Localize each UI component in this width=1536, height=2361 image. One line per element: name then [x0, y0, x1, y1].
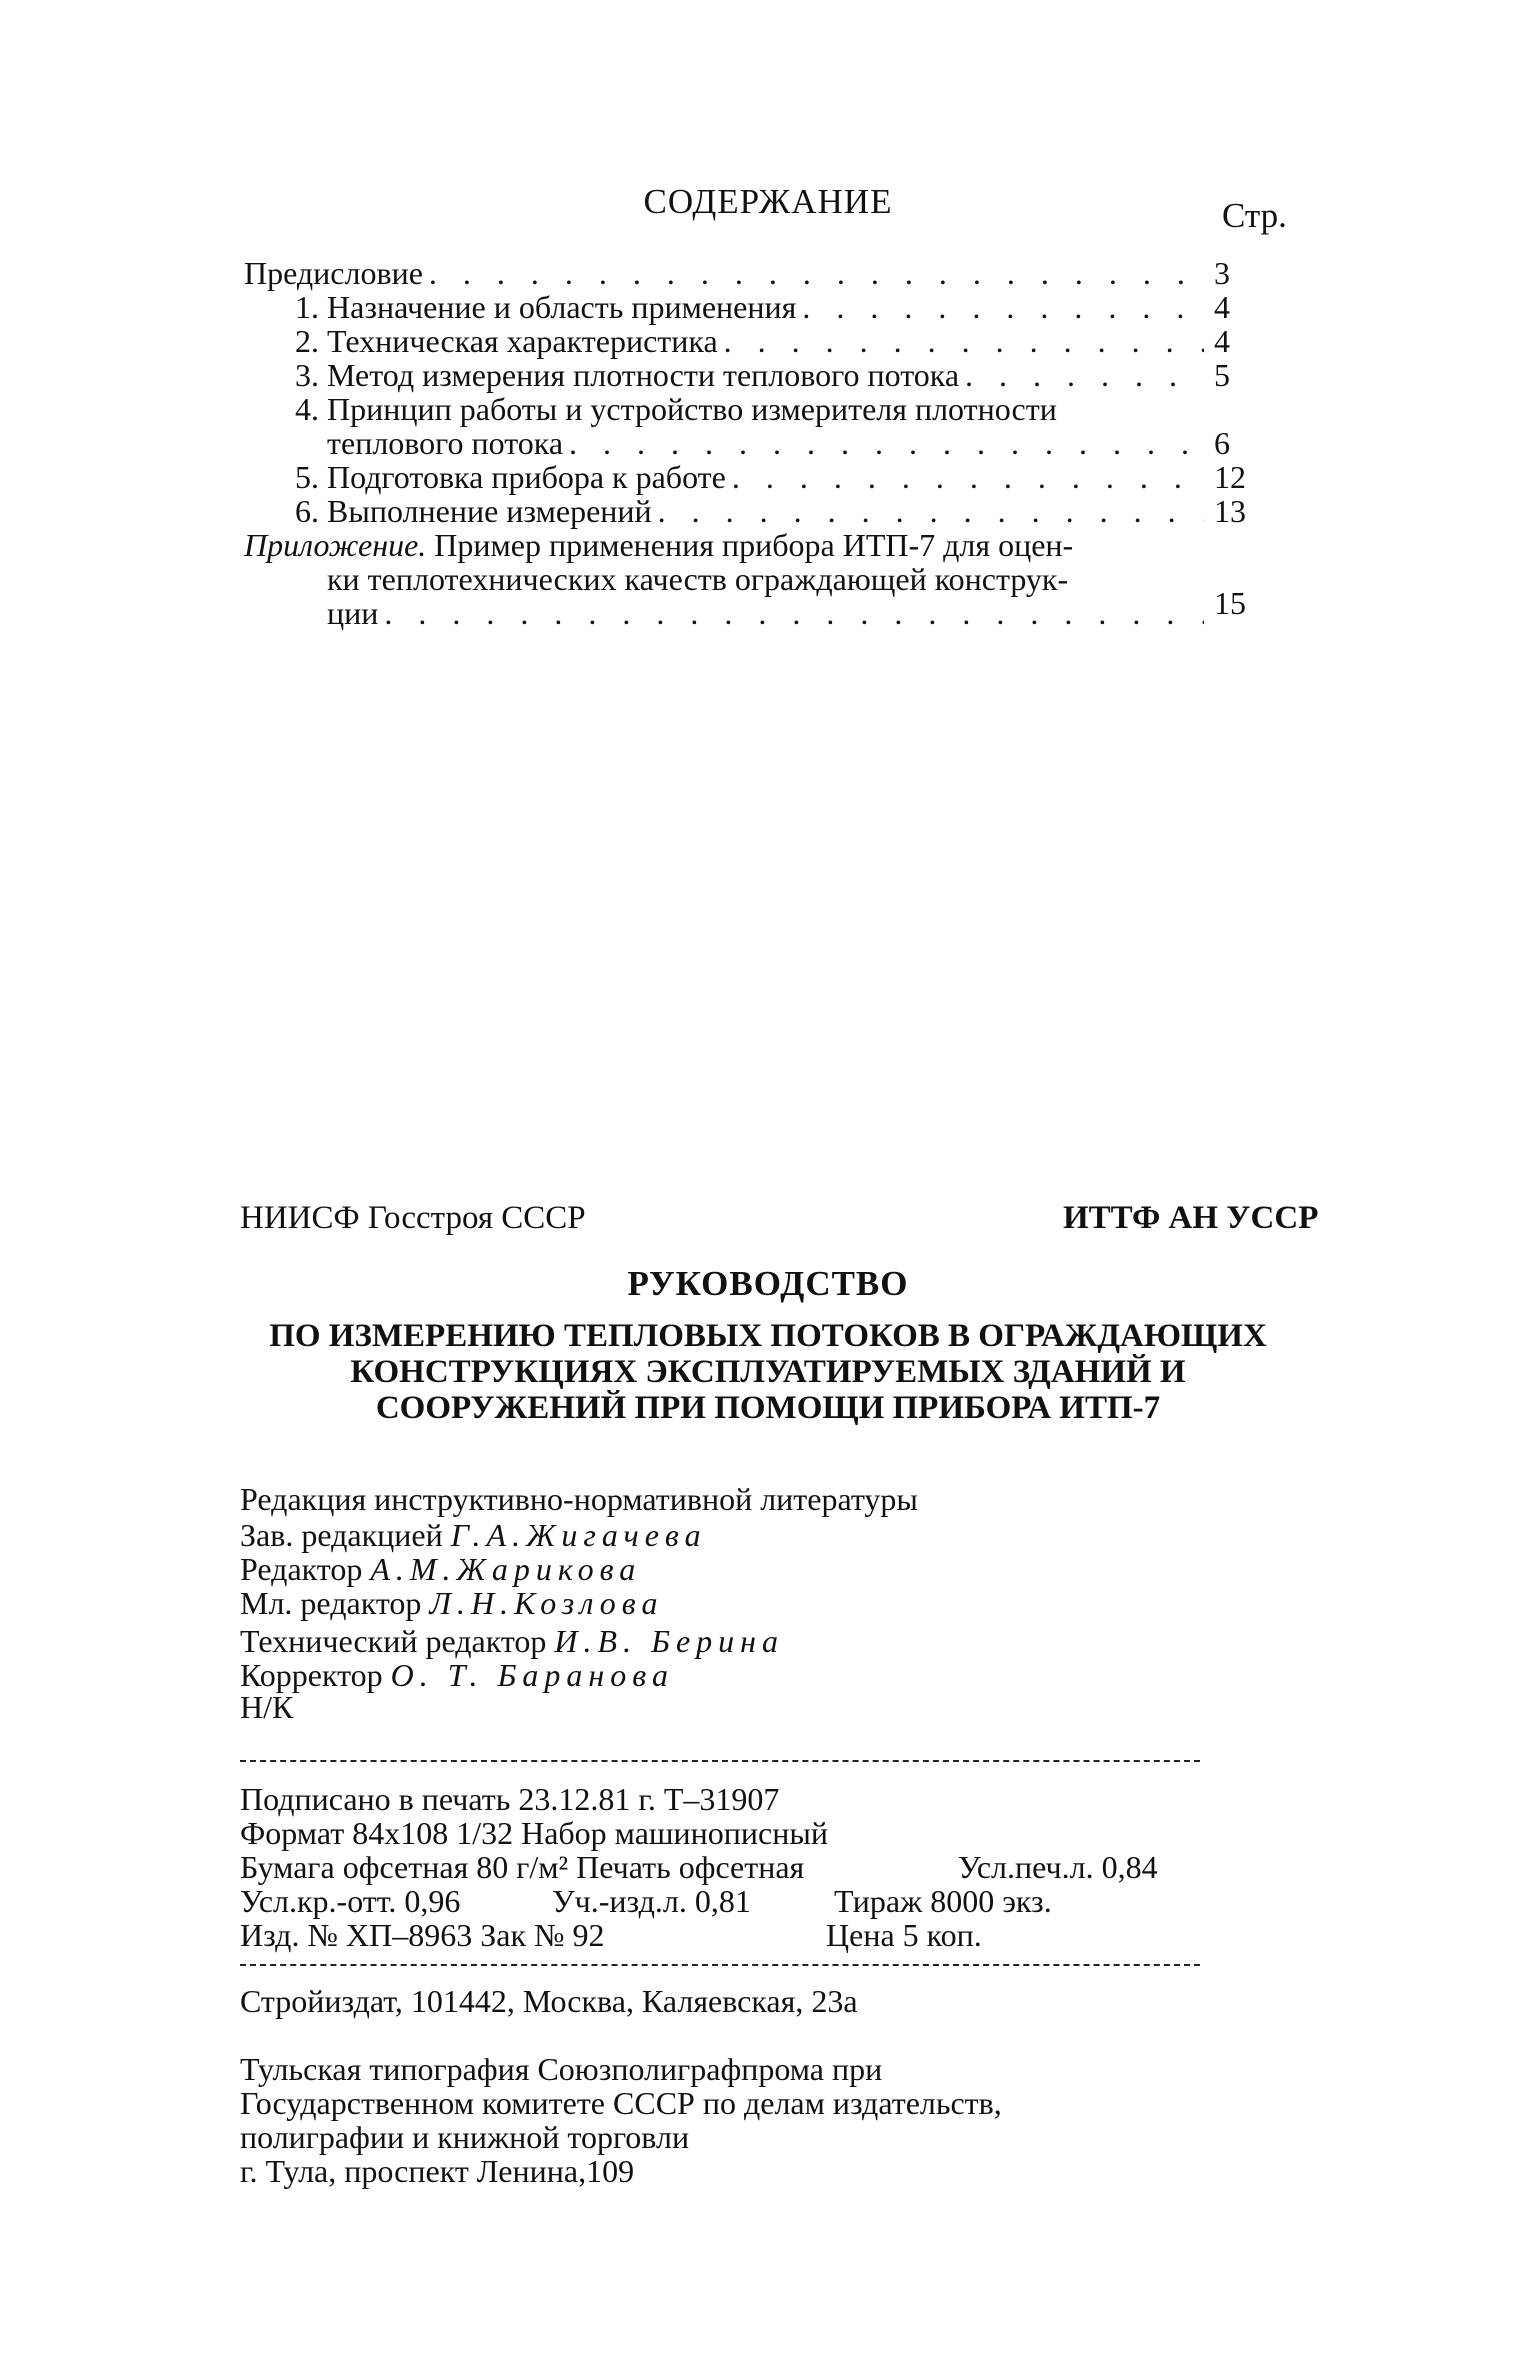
- toc-appendix-line2: ки теплотехнических качеств ограждающей конструк-: [327, 561, 1069, 597]
- toc-page-header: Стр.: [1222, 196, 1287, 235]
- credit-head-editor: [240, 1518, 707, 1552]
- doc-subtitle-line: ПО ИЗМЕРЕНИЮ ТЕПЛОВЫХ ПОТОКОВ В ОГРАЖДАЮЩИХ: [269, 1318, 1267, 1354]
- credit-name: И.В. Берина: [554, 1623, 785, 1659]
- toc-item-text: 6. Выполнение измерений: [295, 493, 652, 529]
- printer-line: полиграфии и книжной торговли: [240, 2119, 690, 2155]
- toc-item-page: 4: [1214, 289, 1230, 325]
- toc-leader: [965, 357, 1204, 393]
- credit-nk: Н/К: [240, 1689, 294, 1725]
- credit-label: Редактор: [240, 1551, 363, 1587]
- credit-junior-editor: [240, 1586, 663, 1620]
- publisher: Стройиздат, 101442, Москва, Каляевская, 23а: [240, 1983, 858, 2019]
- toc-item: [295, 323, 1260, 359]
- toc-item-page: 4: [1214, 323, 1230, 359]
- toc-item-page: 5: [1214, 357, 1230, 393]
- imprint-paper: Бумага офсетная 80 г/м² Печать офсетная: [240, 1849, 805, 1885]
- toc-appendix-line1: [244, 527, 1073, 563]
- toc-item: [327, 585, 1260, 631]
- credit-label: Мл. редактор: [240, 1585, 422, 1621]
- printer-line: Государственном комитете СССР по делам издательств,: [240, 2085, 1002, 2121]
- toc-item: [244, 255, 1260, 291]
- imprint-pub-sheets: Уч.-изд.л. 0,81: [552, 1883, 751, 1919]
- toc-leader: [384, 595, 1204, 631]
- imprint-price: Цена 5 коп.: [826, 1917, 982, 1953]
- toc-leader: [732, 459, 1204, 495]
- doc-subtitle-line: СООРУЖЕНИЙ ПРИ ПОМОЩИ ПРИБОРА ИТП-7: [375, 1390, 1161, 1426]
- credit-editor: [240, 1552, 641, 1586]
- toc-item-text: 3. Метод измерения плотности теплового потока: [295, 357, 960, 393]
- credit-name: Г.А.Жигачева: [450, 1517, 707, 1553]
- credit-proofreader: [240, 1658, 674, 1692]
- printer-line: Тульская типография Союзполиграфпрома при: [240, 2051, 883, 2087]
- toc-item-text: ции: [327, 595, 379, 631]
- toc-item-text: теплового потока: [327, 425, 564, 461]
- org-right: ИТТФ АН УССР: [1063, 1200, 1319, 1236]
- credit-tech-editor: [240, 1624, 784, 1658]
- toc-item: [327, 425, 1260, 461]
- toc-leader: [658, 493, 1204, 529]
- toc-appendix-label: Приложение.: [244, 527, 427, 563]
- credit-label: Зав. редакцией: [240, 1517, 443, 1553]
- toc-item-text: 2. Техническая характеристика: [295, 323, 718, 359]
- toc-item-page: 12: [1214, 459, 1246, 495]
- imprint-print-sheets: Усл.печ.л. 0,84: [958, 1849, 1158, 1885]
- imprint-edition: Изд. № ХП–8963 Зак № 92: [240, 1917, 605, 1953]
- credit-name: Л.Н.Козлова: [429, 1585, 664, 1621]
- credit-name: О. Т. Баранова: [390, 1657, 674, 1693]
- toc-leader: [429, 255, 1204, 291]
- toc-item: [295, 289, 1260, 325]
- imprint-color-prints: Усл.кр.-отт. 0,96: [240, 1883, 461, 1919]
- doc-subtitle-line: КОНСТРУКЦИЯХ ЭКСПЛУАТИРУЕМЫХ ЗДАНИЙ И: [350, 1354, 1186, 1390]
- credit-label: Корректор: [240, 1657, 383, 1693]
- org-left: НИИСФ Госстроя СССР: [240, 1200, 586, 1236]
- toc-item-text: 1. Назначение и область применения: [295, 289, 797, 325]
- credit-editorial: Редакция инструктивно-нормативной литературы: [240, 1481, 918, 1517]
- imprint-signed: Подписано в печать 23.12.81 г. Т–31907: [240, 1781, 780, 1817]
- imprint-format: Формат 84х108 1/32 Набор машинописный: [240, 1815, 828, 1851]
- toc-appendix-text: Пример применения прибора ИТП-7 для оцен-: [434, 527, 1074, 563]
- toc-title: СОДЕРЖАНИЕ: [643, 182, 893, 221]
- toc-item-page: 13: [1214, 493, 1246, 529]
- imprint-circulation: Тираж 8000 экз.: [834, 1883, 1052, 1919]
- toc-item: [295, 357, 1260, 393]
- toc-item-page: 15: [1214, 585, 1246, 621]
- toc-item: [295, 493, 1260, 529]
- printer-address: г. Тула, проспект Ленина,109: [240, 2153, 635, 2189]
- divider: [240, 1760, 1200, 1762]
- toc-leader: [724, 323, 1204, 359]
- toc-item: [295, 459, 1260, 495]
- toc-item-page: 6: [1214, 425, 1230, 461]
- toc-item-text: Предисловие: [244, 255, 423, 291]
- toc-item-text: 5. Подготовка прибора к работе: [295, 459, 726, 495]
- toc-item-page: 3: [1214, 255, 1230, 291]
- divider: [240, 1964, 1200, 1966]
- toc-leader: [569, 425, 1204, 461]
- doc-title: РУКОВОДСТВО: [627, 1264, 909, 1303]
- credit-label: Технический редактор: [240, 1623, 547, 1659]
- toc-item-text-line1: 4. Принцип работы и устройство измерителя плотности: [295, 391, 1057, 427]
- credit-name: А.М.Жарикова: [370, 1551, 642, 1587]
- toc-leader: [802, 289, 1204, 325]
